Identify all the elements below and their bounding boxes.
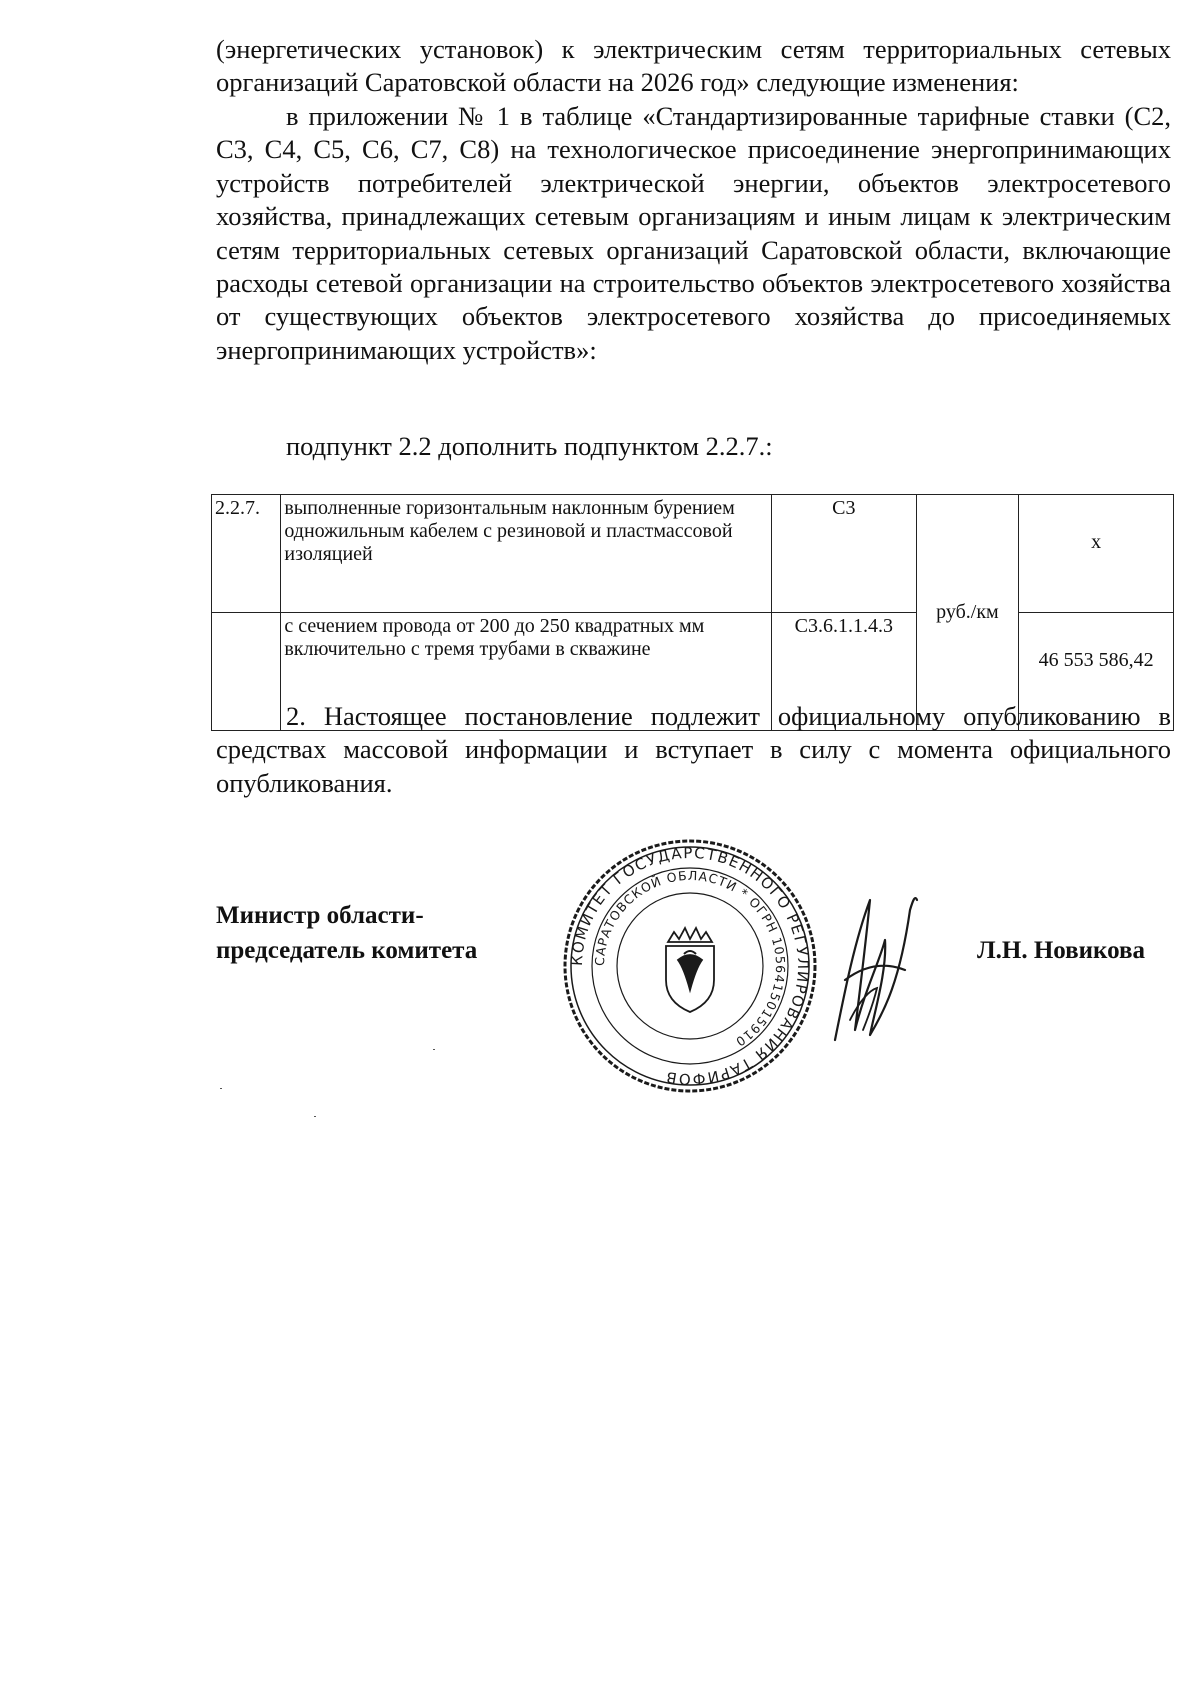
coat-of-arms-icon — [666, 928, 714, 1012]
scan-speck — [314, 1116, 316, 1117]
cell-value: 46 553 586,42 — [1019, 613, 1174, 731]
table-row — [212, 495, 1174, 613]
handwritten-signature-icon — [815, 870, 925, 1060]
cell-value: х — [1019, 495, 1174, 613]
paragraph-publication: 2. Настоящее постановление подлежит официальному опубликованию в средствах массовой информации и вступает в силу с момента официального опубликования. — [216, 701, 1171, 798]
tariff-table — [211, 494, 1174, 731]
cell-number: 2.2.7. — [212, 495, 281, 613]
cell-unit: руб./км — [916, 495, 1019, 731]
paragraph-subclause: подпункт 2.2 дополнить подпунктом 2.2.7.: — [286, 431, 773, 461]
seal-outer-text: КОМИТЕТ ГОСУДАРСТВЕННОГО РЕГУЛИРОВАНИЯ ТАРИФОВ — [567, 843, 813, 1089]
cell-description: с сечением провода от 200 до 250 квадратных мм включительно с тремя трубами в скважине — [281, 613, 772, 731]
signatory-title-line: председатель комитета — [216, 937, 478, 964]
signatory-title — [216, 898, 477, 968]
signatory-name: Л.Н. Новикова — [977, 937, 1146, 964]
cell-code: С3 — [771, 495, 916, 613]
paragraph-amendment: в приложении № 1 в таблице «Стандартизированные тарифные ставки (С2, С3, С4, С5, С6, С7, С8) на технологическое присоединение энергопринимающих устройств потребителей электрической энергии, объектов электросетевого хозяйства, принадлежащих сетевым организациям и иным лицам к электрическим сетям территориальных сетевых организаций Саратовской области, включающие расходы сетевой организации на строительство объектов электросетевого хозяйства от существующих объектов электросетевого хозяйства до присоединяемых энергопринимающих устройств»: — [216, 101, 1171, 365]
cell-description: выполненные горизонтальным наклонным бурением одножильным кабелем с резиновой и пластмассовой изоляцией — [281, 495, 772, 613]
paragraph-intro: (энергетических установок) к электрическим сетям территориальных сетевых организаций Саратовской области на 2026 год» следующие изменения: — [216, 34, 1171, 98]
official-seal-icon — [560, 836, 820, 1096]
scan-speck — [220, 1088, 222, 1089]
scan-speck — [433, 1049, 435, 1050]
signatory-title-line: Министр области- — [216, 902, 424, 929]
seal-inner-text: САРАТОВСКОЙ ОБЛАСТИ * ОГРН 1056415015910 — [591, 867, 789, 1050]
cell-code: С3.6.1.1.4.3 — [771, 613, 916, 731]
